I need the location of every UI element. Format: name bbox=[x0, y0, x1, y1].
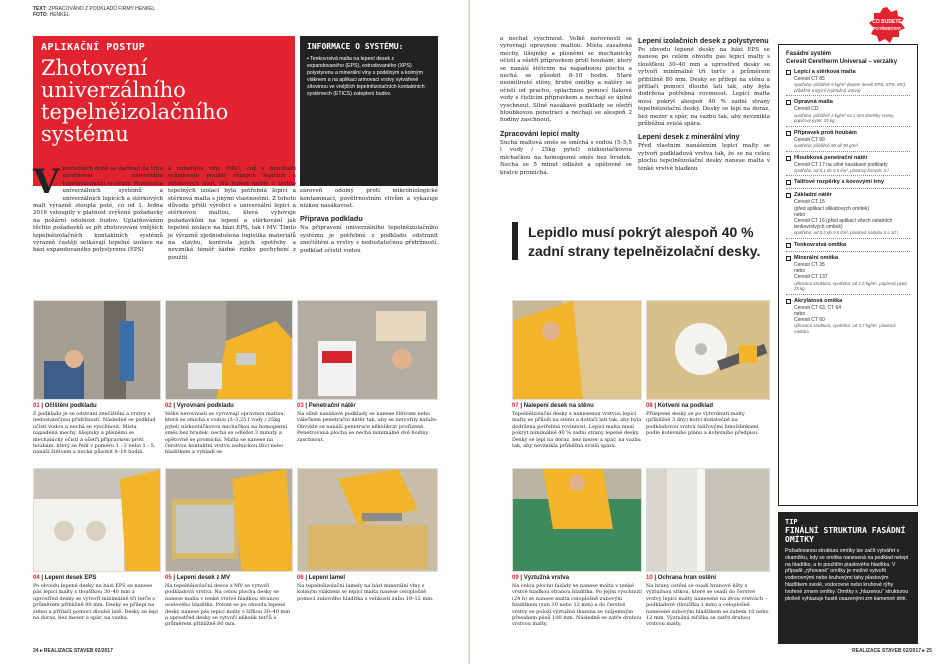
sidebar-product-line: Ceresit CT 35 bbox=[794, 261, 825, 268]
checkbox-icon bbox=[786, 193, 791, 198]
sidebar-item-label: Tenkovrstvá omítka bbox=[794, 241, 847, 248]
sidebar-material-item bbox=[786, 251, 910, 292]
article-col-1 bbox=[33, 162, 163, 255]
info-heading: INFORMACE O SYSTÉMU: bbox=[307, 42, 404, 51]
page-title: Zhotovení univerzálního tepelněizolačního systému bbox=[41, 56, 229, 146]
sidebar-consumption-note: spotřeba: přibližně 2 kg/m² na 1 mm tloušťky vrstvy, papírový pytel, 25 kg bbox=[794, 112, 895, 124]
photo-mw-illustration bbox=[166, 469, 293, 572]
sidebar-items bbox=[786, 69, 910, 335]
checkbox-icon bbox=[786, 131, 791, 136]
sidebar-product-line: nebo bbox=[794, 310, 806, 317]
sidebar-material-item bbox=[786, 294, 910, 335]
sidebar-product-line: Ceresit CT 60 bbox=[794, 317, 825, 324]
sidebar-divider bbox=[786, 175, 910, 176]
sidebar-product-line: Ceresit CD bbox=[794, 106, 819, 113]
sidebar-material-item bbox=[786, 175, 910, 186]
sidebar-consumption-note: spotřeba: od 0,2 do 0,5 l/m², plastová nádoba 5 a 10 l bbox=[794, 230, 898, 236]
pull-quote bbox=[512, 222, 768, 260]
photo-mw-gluing bbox=[165, 468, 293, 572]
sidebar-divider bbox=[786, 151, 910, 152]
sidebar-item-row bbox=[786, 69, 910, 76]
sidebar-item-row bbox=[786, 255, 910, 262]
info-box bbox=[300, 36, 438, 186]
photo-eps-illustration bbox=[34, 469, 161, 572]
sidebar-item-row bbox=[786, 179, 910, 186]
sidebar-item-label: Talířové rozpěrky s kovovými trny bbox=[794, 179, 885, 186]
title-kicker: APLIKAČNÍ POSTUP bbox=[41, 42, 146, 53]
article-text: nesprávné lepicí nebo stěrkové malty. Lepicí a stěrková malta je použitelná i na univerzálního vnějšího tepelněizolačního systému, který je zároveň odolný proti mikrobiologické kontaminaci, povětrnostním vlivům a vykazuje nízkou nasákavost. bbox=[300, 166, 438, 210]
article-text: Na připravení univerzálního tepelněizolačního systému je potřebné z podkladu odstranit znečištění a vrstvy s nedostatečnou přídržností, podklad očistit vodou bbox=[300, 225, 438, 254]
sidebar-heading: Fasádní systém Ceresit Ceretherm Universal – verzálky bbox=[786, 51, 898, 65]
sidebar-item-label: Základní nátěr bbox=[794, 192, 832, 199]
sidebar-consumption-note: rýhovaná struktura, spotřeba: od 2,5 kg/m², papírový pytel, 25 kg bbox=[794, 280, 908, 292]
photo-board-illustration bbox=[513, 301, 642, 400]
footer-left: 24 ▸ REALIZACE STAVEB 02/2017 bbox=[33, 648, 113, 654]
footer-right: REALIZACE STAVEB 02/2017 ▸ 25 bbox=[852, 648, 932, 654]
sidebar-product-line: Ceresit CT 137 bbox=[794, 274, 828, 281]
tip-label: TIP bbox=[785, 518, 798, 526]
photo-anchoring-illustration bbox=[647, 301, 770, 400]
sidebar-consumption-note: spotřeba: přibližně 5 kg/m² (lepení desek EPS, XPS, MV), přibližně 4 kg/m² (výztužná vrstva) bbox=[794, 82, 907, 93]
sidebar-item-label: Přípravek proti houbám bbox=[794, 129, 857, 136]
step-caption-06: 06 | Lepení lamel Na tepelněizolační lamely na bázi minerální vlny s kolmým vláknem se lepicí malta nanese celoplošně pomocí zubového hladítka s velikostí zubu 10–12 mm. bbox=[297, 575, 434, 602]
photo-primer-illustration bbox=[298, 301, 438, 400]
step-caption-07: 07 | Nalepení desek na stěnu Tepelněizolační desky s nanesenou vrstvou lepicí malty se přiloží na stěnu a dotlačí latí tak, aby byla dodržena potřebná rovinnost. Lepicí malta musí pokrýt minimálně 40 % zadní strany lepené desky. Desky se lepí na doraz, bez mezer a spár, na vazbu tak, aby nevznikla průběžná svislá spára. bbox=[512, 403, 642, 450]
sidebar-consumption-note: spotřeba: přibližně 80 až 90 g/m² bbox=[794, 142, 858, 148]
sidebar-material-item bbox=[786, 69, 910, 93]
badge-line-1: CO BUDETE bbox=[872, 19, 902, 25]
photo-lamella-illustration bbox=[298, 469, 438, 572]
sidebar-product-line: Ceresit CT 17 na silně nasákavé podklady bbox=[794, 161, 888, 168]
subheading: Lepení desek z minerální vlny bbox=[638, 132, 740, 142]
article-col-2 bbox=[168, 166, 296, 262]
sidebar-product-line: Ceresit CT 85 bbox=[794, 76, 825, 82]
sidebar-divider bbox=[786, 238, 910, 239]
sidebar-product-line: nebo bbox=[794, 268, 806, 275]
sidebar-item-row bbox=[786, 298, 910, 305]
subheading: Zpracování lepicí malty bbox=[500, 128, 580, 138]
sidebar-item-row bbox=[786, 130, 910, 137]
checkbox-icon bbox=[786, 100, 791, 105]
credits: TEXT: ZPRACOVÁNO Z PODKLADŮ FIRMY HENKEL FOTO: HENKEL bbox=[33, 6, 156, 18]
materials-sidebar bbox=[778, 44, 918, 506]
step-caption-05: 05 | Lepení desek z MV Na tepelněizolační desce z MV se vytvoří podkladová vrstva. Na celou plochu desky se nanese malta v tenké vrstvě hladkou stranou ocelového hladítka. Potom se po obvodu lepené desky nanese pás lepicí malty s šířkou 30–40 mm a uprostřed desky se vytvoří několik terčů s průměrem přibližně 80 mm. bbox=[165, 575, 290, 628]
info-text: ▪ Tenkovrstvá malta na lepení desek z expandovaného (EPS), extrudovaného (XPS) polystyrenu a minerální vlny s podélným a kolmým vláknem a na aplikaci armovací vrstvy vytvářené sítovinou ve vnějších tepelněizolačních kontaktních systémech (ETICS) zateplení budov. bbox=[307, 56, 425, 97]
article-text: Po obvodu lepené desky na bázi EPS se nanese po celém obvodu pás lepicí malty s tloušťkou 30–40 mm a uprostřed desky se vytvoří minimálně tři terče s průměrem přibližně 80 mm. Desky se přilepí na stěnu a přitlačí pomocí dlouhé lati tak, aby byla dodržena potřebná rovinnost. Lepicí malta musí pokrýt alespoň 40 % zadní strany tepelněizolační desky. Desky se lepí na dorаz, bez mezer a spár, na vazbu tak, aby nevznikla průběžná svislá spára. bbox=[638, 47, 770, 128]
sidebar-item-label: Minerální omítka bbox=[794, 254, 839, 261]
sidebar-item-label: Lepicí a stěrková malta bbox=[794, 69, 856, 75]
sidebar-item-label: Opravná malta bbox=[794, 99, 833, 106]
what-you-need-badge bbox=[868, 6, 906, 44]
checkbox-icon bbox=[786, 243, 791, 248]
subheading: Lepení izolačních desek z polystyrenu bbox=[638, 36, 769, 45]
photo-leveling-illustration bbox=[166, 301, 293, 400]
photo-edge-protection bbox=[646, 468, 770, 572]
sidebar-consumption-note: rýhovaná struktura, spotřeba: od 3,7 kg/m², plastová nádoba bbox=[794, 323, 896, 334]
step-caption-10: 10 | Ochrana hran ostění Na hrany ostění se osadí hranové lišty s výztužnou sítkou, které se osadí do čerstvé vrstvy lepicí malty nanesené na dvou vrstvách – podkladové (tloušťka 1 mm) a celoplošně nanesené zubovým hladítkem se zubem 10 nebo 12 mm. Výztužná mřížka se zatře druhou vrstvou malty. bbox=[646, 575, 769, 628]
title-box bbox=[33, 36, 295, 186]
sidebar-consumption-note: spotřeba: od 0,1 do 0,5 l/m², plastový kanystr, 5 l bbox=[794, 167, 889, 173]
article-text: a nechat vyschnout. Velké nerovnosti se vyrovnají opravnou maltou. Místa zasažená mechy, lišejníky a plísněmi se mechanicky očistí a ošetří přípravkem proti houbám, který se nanáší štětcem na napadenou plochu a nechá se působit 8–10 hodin. Staré neomítnuté stěny, hrubé omítky a nátěry se očistí od prachu, oplachnou pomocí tlakové vody s čisticím přípravkem a nechají se úplně vyschnout. Silně nasákavé podklady se ošetří hloubkovou penetrací a nechají se alespoň 2 hodiny zaschnout. bbox=[500, 36, 632, 124]
sidebar-divider bbox=[786, 95, 910, 96]
sidebar-product-line: Ceresit CT 99 bbox=[794, 136, 825, 143]
subheading: Příprava podkladu bbox=[300, 214, 363, 224]
sidebar-item-row bbox=[786, 99, 910, 106]
sidebar-material-item bbox=[786, 151, 910, 174]
checkbox-icon bbox=[786, 299, 791, 304]
photo-edge-illustration bbox=[647, 469, 770, 572]
sidebar-material-item bbox=[786, 95, 910, 123]
tip-box bbox=[778, 512, 918, 644]
sidebar-item-label: Hloubková penetrační nátěr bbox=[794, 154, 868, 161]
step-caption-04: 04 | Lepení desek EPS Po obvodu lepené desky na bázi EPS se nanese pás lepicí malty s tloušťkou 30–40 mm a uprostřed desky se vytvoří minimálně tři terče s průměrem přibližně 80 mm. Desky se přilepí na stěnu a přitlačí pomocí dlouhé latě. Desky se lepí na doraz, bez mezer a spár, na vazbu. bbox=[33, 575, 158, 622]
article-text: Před vlastním nanášením lepicí malty se vytvoří podkladová vrstva tak, že se na celou plochu tepelněizolační desky nanese malta v tenké vrstvě hladkou bbox=[638, 143, 770, 172]
article-text: posledních době se začínají na trhu uplatňovat univerzální tepelněizolační systémy. Popularita univerzálních systémů a univerzálních lepicích a stěrkových malt výrazně stoupla poté, co od 1. ledna 2016 vstoupily v platnost zvýšené požadavky na požární odolnost budov. Uplatňováním těchto požadavků se při zhotovování vnějších tepelněizolačních kontaktních systémů výrazně častěji setkávají tepelné izolace na bázi expandovaného polystyrenu (EPS) bbox=[33, 166, 163, 254]
sidebar-item-row bbox=[786, 155, 910, 162]
sidebar-product-line: Ceresit CT 63, CT 64 bbox=[794, 304, 842, 311]
photo-eps-gluing bbox=[33, 468, 161, 572]
sidebar-divider bbox=[786, 188, 910, 189]
article-text: Suchá maltová směs se smíchá s vodou (5–5,5 l vody / 25kg pytel) nízkootáčkovou míchačkou na homogenní směs bez hrudek. Nechá se 5 minut odležet a opětovně se krátce promíchá. bbox=[500, 139, 632, 176]
photo-lamella bbox=[297, 468, 438, 572]
photo-reinforcement bbox=[512, 468, 642, 572]
checkbox-icon bbox=[786, 256, 791, 261]
step-caption-03: 03 | Penetrační nátěr Na silně nasákavé podklady se nanese štětcem nebo válečkem penetrační nátěr tak, aby se netvořily kaluže. Obvykle se nanáší penetrace několikrát prořízené. Penetrovaná plocha se nechá minimálně dvě hodiny zaschnout. bbox=[297, 403, 438, 443]
photo-board-wall bbox=[512, 300, 642, 400]
step-caption-02: 02 | Vyrovnání podkladu Velké nerovnosti se vyrovnají opravnou maltou, která se smíchá s vodou (3–3,25 l vody / 25kg pytel) nízkootáčkovou míchačkou na homogenní směs bez hrudek, nechá se odležet 3 minuty a opětovně se promíchá. Malta se nanese na čerstvou kontaktní vrstvu zednickou lžící nebo hladítkem a vyhladí se. bbox=[165, 403, 288, 456]
sidebar-divider bbox=[786, 294, 910, 295]
sidebar-product-line: (před aplikací silikátových omítek) bbox=[794, 205, 870, 212]
sidebar-product-line: Ceresit CT 16 (před aplikací všech ostatních tenkovrstvých omítek) bbox=[794, 217, 893, 231]
step-caption-09: 09 | Výztužná vrstva Na celou plochu fasády se nanese malta v tenké vrstvě hladkou stranou hladítka. Po jejím vyschnutí (24 h) se nanese malta celoplošně zubovým hladítkem (zub 10 nebo 12 mm) a do čerstvé vrstvy se položí výztužná tkanina se vzájemným přesahem pásů 100 mm. Následně se zatře druhou vrstvou malty. bbox=[512, 575, 642, 628]
sidebar-item-row bbox=[786, 192, 910, 199]
sidebar-product-line: Ceresit CT 15 bbox=[794, 199, 825, 206]
badge-line-2: POTŘEBOVAT bbox=[872, 26, 902, 31]
photo-leveling bbox=[165, 300, 293, 400]
sidebar-material-item bbox=[786, 238, 910, 249]
article-col-4 bbox=[500, 36, 632, 177]
photo-primer bbox=[297, 300, 438, 400]
article-text: a minerální vlny (MV), což v minulosti vyžadovalo použití různých lepicích a stěrkových malt. Na lepení každé z těchto tepelných izolací byla potřebná lepicí a stěrková malta s jinými vlastnostmi. Z tohoto důvodu přišli výrobci s univerzální lepicí a stěrkovou maltou, která vyhovuje požadavkům na lepení a stěrkování jak tepelné izolace na bázi EPS, tak i MV. Tímto je výrazně zjednodušena logistika materiálů na stavbu, kontrola jejich spotřeby a nevzniká téměř žádné riziko pochybení z použití bbox=[168, 166, 296, 261]
step-caption-08: 08 | Kotvení na podklad Přilepené desky se po vytvrdnutí malty (přibližně 3 dny) kotví dodatečně na podkladovou vrstvu talířovými hmoždinkami podle kotevního plánu a kotevního předpisu. bbox=[646, 403, 759, 437]
checkbox-icon bbox=[786, 180, 791, 185]
pull-quote-text: Lepidlo musí pokrýt alespoň 40 % zadní strany tepelněizolační desky. bbox=[528, 224, 761, 259]
tip-text: Požadovanou strukturu omítky lze začít vytvářet v okamžiku, kdy se omítka nanesená na podklad nelepí na hladítko, a to použitím plastového hladítka. V případě „rýhované“ omítky je možné vytvořit vodorovnými nebo kruhovými tahy plastovým hladítkem svislé, vodorovné nebo kruhové rýhy tvořené zrnem omítky. Omítky s „hlazenou“ strukturou plošně vyhlazuje hustě osazenými zrn kamenné drtě. bbox=[785, 548, 909, 602]
tip-heading: FINÁLNÍ STRUKTURA FASÁDNÍ OMÍTKY bbox=[785, 526, 906, 544]
photo-anchoring bbox=[646, 300, 770, 400]
photo-reinforcement-illustration bbox=[513, 469, 642, 572]
sidebar-material-item bbox=[786, 188, 910, 236]
article-col-3 bbox=[300, 166, 438, 255]
sidebar-product-line: nebo bbox=[794, 211, 806, 218]
sidebar-divider bbox=[786, 126, 910, 127]
checkbox-icon bbox=[786, 156, 791, 161]
step-caption-01: 01 | Očištění podkladu Z podkladu je se odstraní znečištění a vrstvy s nedostatečnou přídržností. Následně se podklad očistí vodou a nechá se vyschnout. Místa napadená mechy, lišejníky a plísněmi se mechanicky očistí a ošetří přípravkem proti houbám, který se ředí v poměru 1 : 2 nebo 1 : 5, nanáší štětcem a nechá působit 8–10 hodin. bbox=[33, 403, 156, 456]
dropcap: V bbox=[33, 162, 60, 202]
sidebar-item-label: Akrylátová omítka bbox=[794, 297, 843, 304]
checkbox-icon bbox=[786, 70, 791, 75]
sidebar-material-item bbox=[786, 126, 910, 149]
article-col-5 bbox=[638, 36, 770, 173]
photo-cleaning-illustration bbox=[34, 301, 161, 400]
sidebar-divider bbox=[786, 251, 910, 252]
sidebar-item-row bbox=[786, 242, 910, 249]
photo-cleaning bbox=[33, 300, 161, 400]
badge-icon bbox=[868, 6, 906, 44]
